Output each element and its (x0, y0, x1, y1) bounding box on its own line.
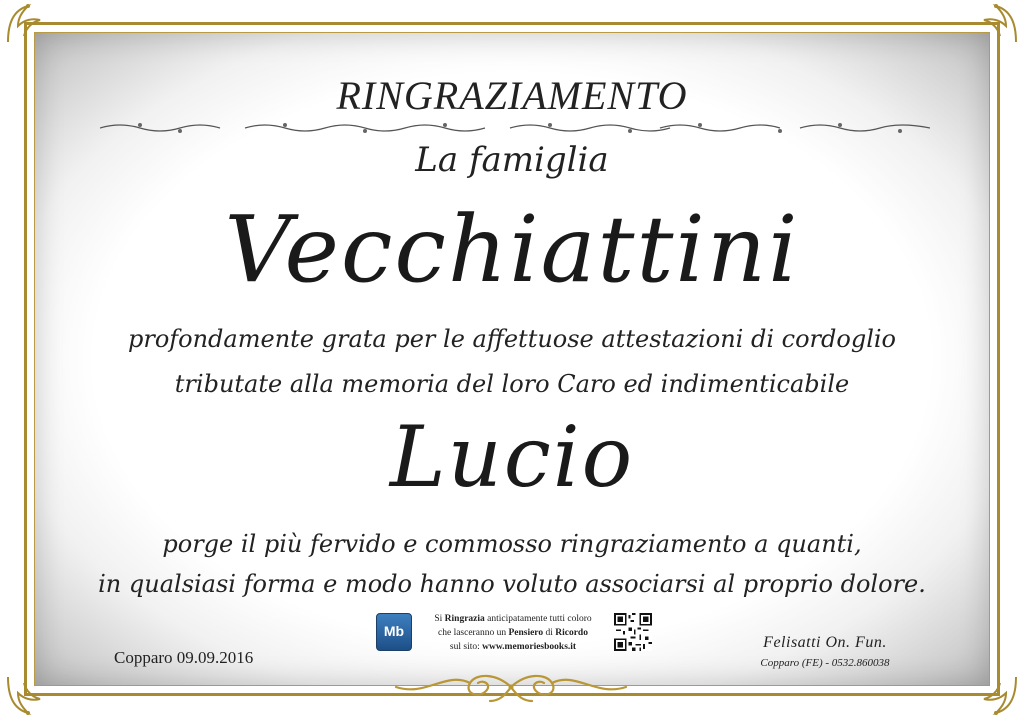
corner-flourish-icon (976, 673, 1020, 717)
thanks-text-line-4: in qualsiasi forma e modo hanno voluto associarsi al proprio dolore. (98, 570, 926, 598)
funeral-home-name: Felisatti On. Fun. (763, 634, 887, 651)
family-surname: Vecchiattini (224, 196, 800, 303)
promo-text-1: anticipatamente tutti coloro (487, 614, 592, 624)
notice-title: RINGRAZIAMENTO (336, 73, 688, 118)
family-intro: La famiglia (415, 140, 609, 180)
corner-flourish-icon (4, 2, 48, 46)
thanks-text-line-2: tributate alla memoria del loro Caro ed indimenticabile (174, 370, 850, 398)
promo-text-3: di (545, 628, 553, 638)
memoriesbooks-promo (418, 612, 608, 654)
memoriesbooks-logo: Mb (376, 613, 412, 651)
corner-flourish-icon (4, 673, 48, 717)
thanks-text-line-3: porge il più fervido e commosso ringraziamento a quanti, (162, 530, 862, 558)
funeral-home-contact: Copparo (FE) - 0532.860038 (760, 657, 890, 669)
thanks-text-line-1: profondamente grata per le affettuose attestazioni di cordoglio (127, 325, 896, 353)
promo-text-2: che lasceranno un (438, 628, 507, 638)
gold-scroll-flourish-icon (386, 667, 636, 707)
corner-flourish-icon (976, 2, 1020, 46)
place-date: Copparo 09.09.2016 (114, 648, 254, 667)
promo-bold-thought: Pensiero (508, 628, 544, 638)
promo-prefix: Si (434, 614, 443, 624)
promo-site-label: sul sito: (449, 642, 480, 652)
deceased-first-name: Lucio (389, 408, 635, 506)
qr-code-icon (614, 613, 652, 651)
vine-ornament-icon (100, 121, 930, 135)
promo-site-link[interactable]: www.memoriesbooks.it (482, 642, 577, 652)
promo-bold-thanks: Ringrazia (444, 614, 485, 624)
promo-bold-memory: Ricordo (555, 628, 588, 638)
